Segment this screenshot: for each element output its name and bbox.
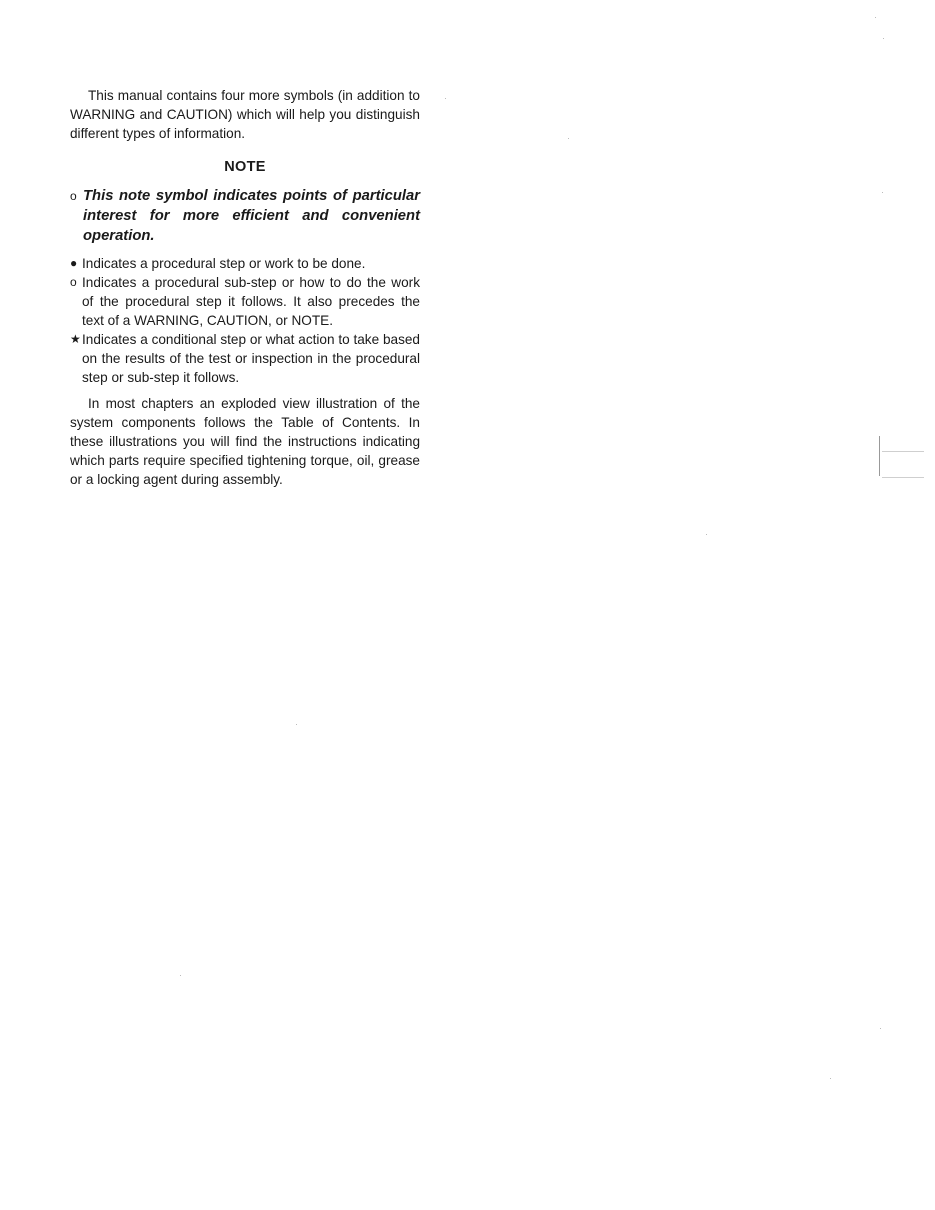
scan-speck	[882, 192, 883, 193]
scan-speck	[875, 17, 876, 18]
note-text: This note symbol indicates points of particular interest for more efficient and convenient operation.	[83, 188, 420, 244]
scan-speck	[296, 724, 297, 725]
scan-speck	[706, 534, 707, 535]
scan-speck	[879, 436, 880, 476]
closing-paragraph: In most chapters an exploded view illustration of the system components follows the Table of Contents. In these illustrations you will find the instructions indicating which parts require specified tightening torque, oil, grease or a locking agent during assembly.	[70, 396, 420, 487]
scan-rule	[882, 477, 924, 478]
scan-speck	[830, 1078, 831, 1079]
spacer	[70, 387, 420, 394]
symbol-description: Indicates a conditional step or what action to take based on the results of the test or inspection in the procedural step or sub-step it follows.	[82, 332, 420, 385]
scan-speck	[445, 98, 446, 99]
scan-speck	[880, 1028, 881, 1029]
open-circle-icon: o	[70, 275, 77, 289]
scan-speck	[568, 138, 569, 139]
note-item	[70, 186, 420, 246]
symbol-item-star	[70, 330, 420, 387]
star-icon: ★	[70, 332, 81, 346]
filled-circle-icon: ●	[70, 256, 78, 270]
scan-speck	[883, 38, 884, 39]
note-heading: NOTE	[224, 159, 266, 175]
symbol-description: Indicates a procedural sub-step or how to do the work of the procedural step it follows. It also precedes the text of a WARNING, CAUTION, or NOTE.	[82, 275, 420, 328]
manual-page-column	[70, 86, 420, 489]
scan-speck	[180, 975, 181, 976]
scan-rule	[882, 451, 924, 452]
symbol-description: Indicates a procedural step or work to be done.	[82, 256, 366, 271]
symbol-item-open-circle	[70, 273, 420, 330]
open-circle-icon: o	[70, 189, 77, 203]
intro-paragraph: This manual contains four more symbols (in addition to WARNING and CAUTION) which will help you distinguish different types of information.	[70, 88, 420, 141]
symbol-item-filled-circle	[70, 254, 420, 273]
